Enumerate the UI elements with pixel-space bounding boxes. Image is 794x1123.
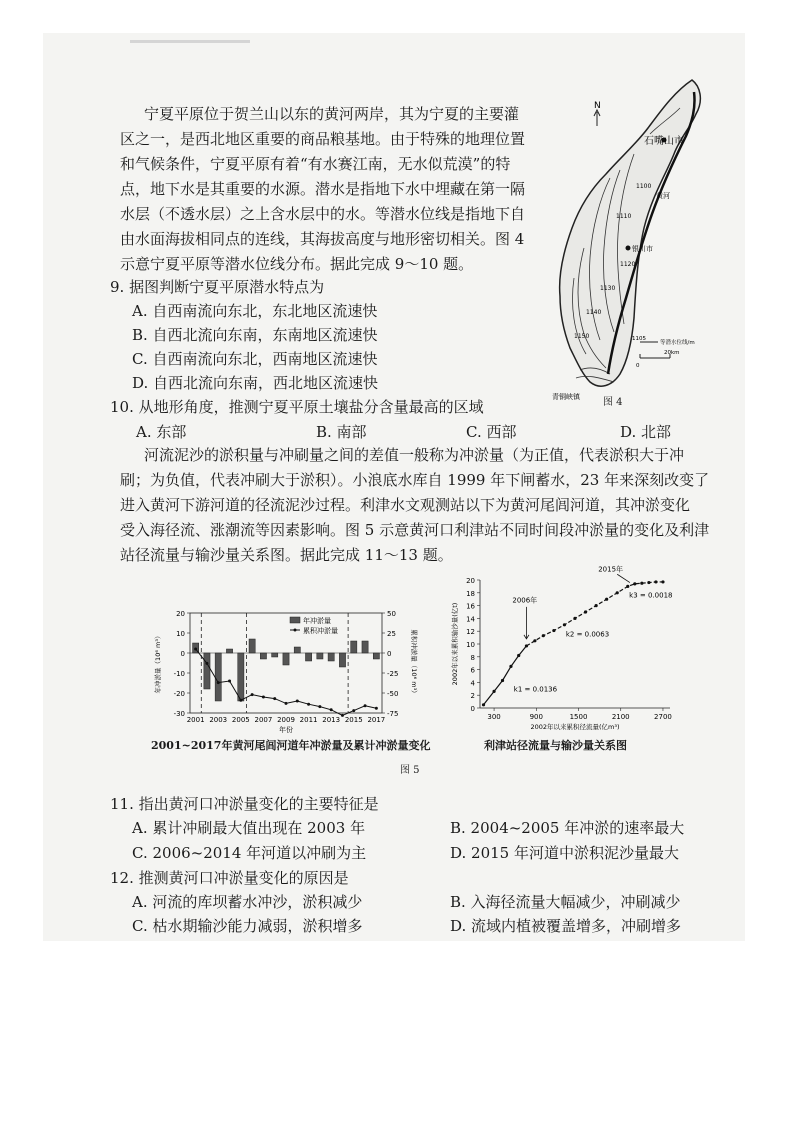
data-point [595,604,598,607]
q12-option-a: A. 河流的库坝蓄水冲沙，淤积减少 [132,893,363,911]
x-tick-label: 2011 [299,716,318,724]
x-tick-label: 300 [487,713,501,721]
intro1-line-7: 示意宁夏平原等潜水位线分布。据此完成 9～10 题。 [120,255,474,273]
data-point [640,582,643,585]
x-tick-label: 2013 [322,716,341,724]
cumulative-point [273,697,276,700]
annual-bar [283,653,289,665]
river-label: 黄河 [656,192,670,200]
cumulative-point [194,648,197,651]
y-tick-label: -30 [173,710,185,718]
x-tick-label: 2700 [654,713,672,721]
q10-stem: 10. 从地形角度，推测宁夏平原土壤盐分含量最高的区域 [110,398,484,416]
intro1-line-5: 水层（不透水层）之上含水层中的水。等潜水位线是指地下自 [120,205,526,223]
x-tick-label: 2100 [611,713,630,721]
data-point [542,634,545,637]
y-tick-label: 0 [180,650,185,658]
intro2-line-5: 站径流量与输沙量关系图。据此完成 11～13 题。 [120,546,453,564]
intro2-line-4: 受入海径流、涨潮流等因素影响。图 5 示意黄河口利津站不同时间段冲淤量的变化及利津 [120,521,710,539]
y-tick-label: 20 [176,610,185,618]
x-tick-label: 2009 [277,716,295,724]
q12-stem: 12. 推测黄河口冲淤量变化的原因是 [110,869,349,887]
y2-tick-label: -25 [387,670,399,678]
y-tick-label: 10 [466,641,475,649]
data-point [647,581,650,584]
contour-value: 1120 [620,261,636,268]
scale-20km: 20km [664,350,680,356]
y-tick-label: 10 [176,630,185,638]
arrow-2015 [617,574,630,582]
q12-option-d: D. 流域内植被覆盖增多，冲刷增多 [450,917,682,935]
annual-bar [373,653,379,659]
data-point [605,598,608,601]
q12-option-b: B. 入海径流量大幅减少，冲刷减少 [450,893,681,911]
shizuishan-label: 石嘴山市 [644,136,684,147]
y-tick-label: 16 [466,602,475,611]
y-tick-label: 20 [466,577,475,585]
x-tick-label: 900 [529,713,543,721]
q10-option-d: D. 北部 [620,423,672,441]
x-tick-label: 2003 [209,716,228,724]
annotation-2006: 2006年 [512,596,538,605]
cumulative-point [296,700,299,703]
cumulative-point [217,681,220,684]
cumulative-point [228,680,231,683]
q9-option-d: D. 自西北流向东南，西北地区流速快 [132,374,379,392]
annual-bar [305,653,311,661]
intro1-line-6: 由水面海拔相同点的连线，其海拔高度与地形密切相关。图 4 [120,230,525,248]
annual-bar [294,647,300,653]
intro1-line-2: 区之一，是西北地区重要的商品粮基地。由于特殊的地理位置 [120,130,526,148]
intro1-line-4: 点，地下水是其重要的水源。潜水是指地下水中埋藏在第一隔 [120,180,526,198]
cumulative-point [239,699,242,702]
data-point [626,585,629,588]
figure-5-caption: 图 5 [400,765,420,776]
cumulative-point [330,708,333,711]
intro2-line-1: 河流泥沙的淤积量与冲刷量之间的差值一般称为冲淤量（为正值，代表淤积大于冲 [144,446,685,464]
annual-bar [260,653,266,659]
y-tick-label: 0 [470,705,475,713]
qingtongxia-label: 青铜峡镇 [552,393,580,401]
contour-value: 1110 [616,213,632,220]
annual-bar [272,653,278,657]
x-axis-label: 年份 [279,726,293,734]
q9-option-c: C. 自西南流向东北，西南地区流速快 [132,350,378,368]
annotation-k1: k1 = 0.0136 [513,685,558,694]
annual-bar [204,653,210,689]
y-tick-label: 12 [466,628,475,637]
y2-tick-label: -75 [387,710,399,718]
yinchuan-label: 银川市 [632,245,653,253]
q10-option-b: B. 南部 [316,423,367,441]
data-point [482,703,485,706]
q9-option-b: B. 自西北流向东南，东南地区流速快 [132,326,378,344]
x-tick-label: 2015 [344,716,363,724]
cumulative-point [318,705,321,708]
y-axis-label: 年冲淤量（10⁶ m³） [154,632,162,694]
chart1-caption: 2001~2017年黄河尾闾河道年冲淤量及累计冲淤量变化 [151,739,431,752]
data-point [492,690,495,693]
data-point [509,665,512,668]
y-tick-label: 14 [466,615,475,624]
annual-bar [226,649,232,653]
legend-value: 1105 [632,336,646,342]
intro1-line-1: 宁夏平原位于贺兰山以东的黄河两岸，其为宁夏的主要灌 [144,105,520,123]
legend-bar-swatch [290,617,300,623]
cumulative-point [375,707,378,710]
legend-line-point [294,629,297,632]
y2-tick-label: 50 [387,610,396,618]
data-point [573,617,576,620]
q11-option-d: D. 2015 年河道中淤积泥沙量最大 [450,844,679,862]
ningxia-map [540,78,740,408]
north-label: N [594,101,601,111]
intro2-line-2: 刷；为负值，代表冲刷大于淤积）。小浪底水库自 1999 年下闸蓄水，23 年来深刻改变了 [120,471,710,489]
y-tick-label: -10 [173,670,185,678]
cumulative-point [251,693,254,696]
data-point [517,654,520,657]
annotation-2015: 2015年 [598,565,624,574]
scan-header-mark [130,40,250,43]
x-tick-label: 2001 [186,716,205,724]
data-point [552,629,555,632]
cumulative-point [205,662,208,665]
yinchuan-dot [626,246,631,251]
annual-bar [317,653,323,659]
data-point [616,591,619,594]
q11-option-c: C. 2006~2014 年河道以冲刷为主 [132,844,367,862]
y2-tick-label: 25 [387,630,396,638]
q12-option-c: C. 枯水期输沙能力减弱，淤积增多 [132,917,363,935]
x-tick-label: 2005 [231,716,250,724]
x-axis-label: 2002年以来累积径流量(亿m³) [530,723,620,731]
data-point [525,644,528,647]
cumulative-point [364,704,367,707]
contour-value: 1130 [600,285,616,292]
scale-zero: 0 [636,363,640,369]
x-tick-label: 2007 [254,716,273,724]
q9-option-a: A. 自西南流向东北，东北地区流速快 [132,302,378,320]
legend-annual-label: 年冲淤量 [303,617,331,625]
cumulative-point [262,696,265,699]
y-tick-label: -20 [173,690,185,698]
annotation-k2: k2 = 0.0063 [565,630,610,639]
q11-option-a: A. 累计冲刷最大值出现在 2003 年 [132,819,366,837]
intro1-line-3: 和气候条件，宁夏平原有着“有水赛江南，无水似荒漠”的特 [120,155,511,173]
cumulative-point [307,703,310,706]
annual-bar [351,641,357,653]
data-point [584,610,587,613]
contour-value: 1140 [586,309,602,316]
data-point [661,580,664,583]
annual-bar [362,641,368,653]
q10-option-c: C. 西部 [466,423,517,441]
y2-axis-label: 累积冲淤量（10⁶ m³） [410,629,418,697]
data-point [654,580,657,583]
y-tick-label: 6 [470,666,475,675]
data-point [501,679,504,682]
annual-bar [238,653,244,701]
cumulative-point [352,709,355,712]
y-tick-label: 4 [470,679,475,688]
x-tick-label: 2017 [367,716,386,724]
q11-stem: 11. 指出黄河口冲淤量变化的主要特征是 [110,795,379,813]
contour-value: 1150 [574,333,590,340]
legend-contour-label: 等潜水位线/m [660,340,695,346]
data-point [633,582,636,585]
intro2-line-3: 进入黄河下游河道的径流泥沙过程。利津水文观测站以下为黄河尾闾河道，其冲淤变化 [120,496,691,514]
data-point [563,623,566,626]
y-axis-label: 2002年以来累积输沙量(亿t) [451,602,459,686]
y-tick-label: 18 [466,589,475,598]
x-tick-label: 1500 [569,713,588,721]
annual-bar [328,653,334,661]
cumulative-point [285,702,288,705]
y2-tick-label: 0 [387,650,392,658]
annotation-k3: k3 = 0.0018 [629,591,673,600]
q9-stem: 9. 据图判断宁夏平原潜水特点为 [110,278,325,296]
contour-value: 1100 [636,183,652,190]
annual-bar [215,653,221,701]
figure-4-caption: 图 4 [603,397,623,408]
q10-option-a: A. 东部 [136,423,187,441]
data-point [533,639,536,642]
scour-fill-chart [150,605,420,735]
y-tick-label: 8 [470,653,475,662]
y2-tick-label: -50 [387,690,399,698]
runoff-sediment-chart [448,565,678,732]
legend-cumulative-label: 累积冲淤量 [303,627,338,635]
y-tick-label: 2 [470,692,475,701]
annual-bar [249,639,255,653]
q11-option-b: B. 2004~2005 年冲淤的速率最大 [450,819,685,837]
cumulative-point [341,714,344,717]
annual-bar [339,653,345,667]
chart2-caption: 利津站径流量与输沙量关系图 [484,739,627,752]
